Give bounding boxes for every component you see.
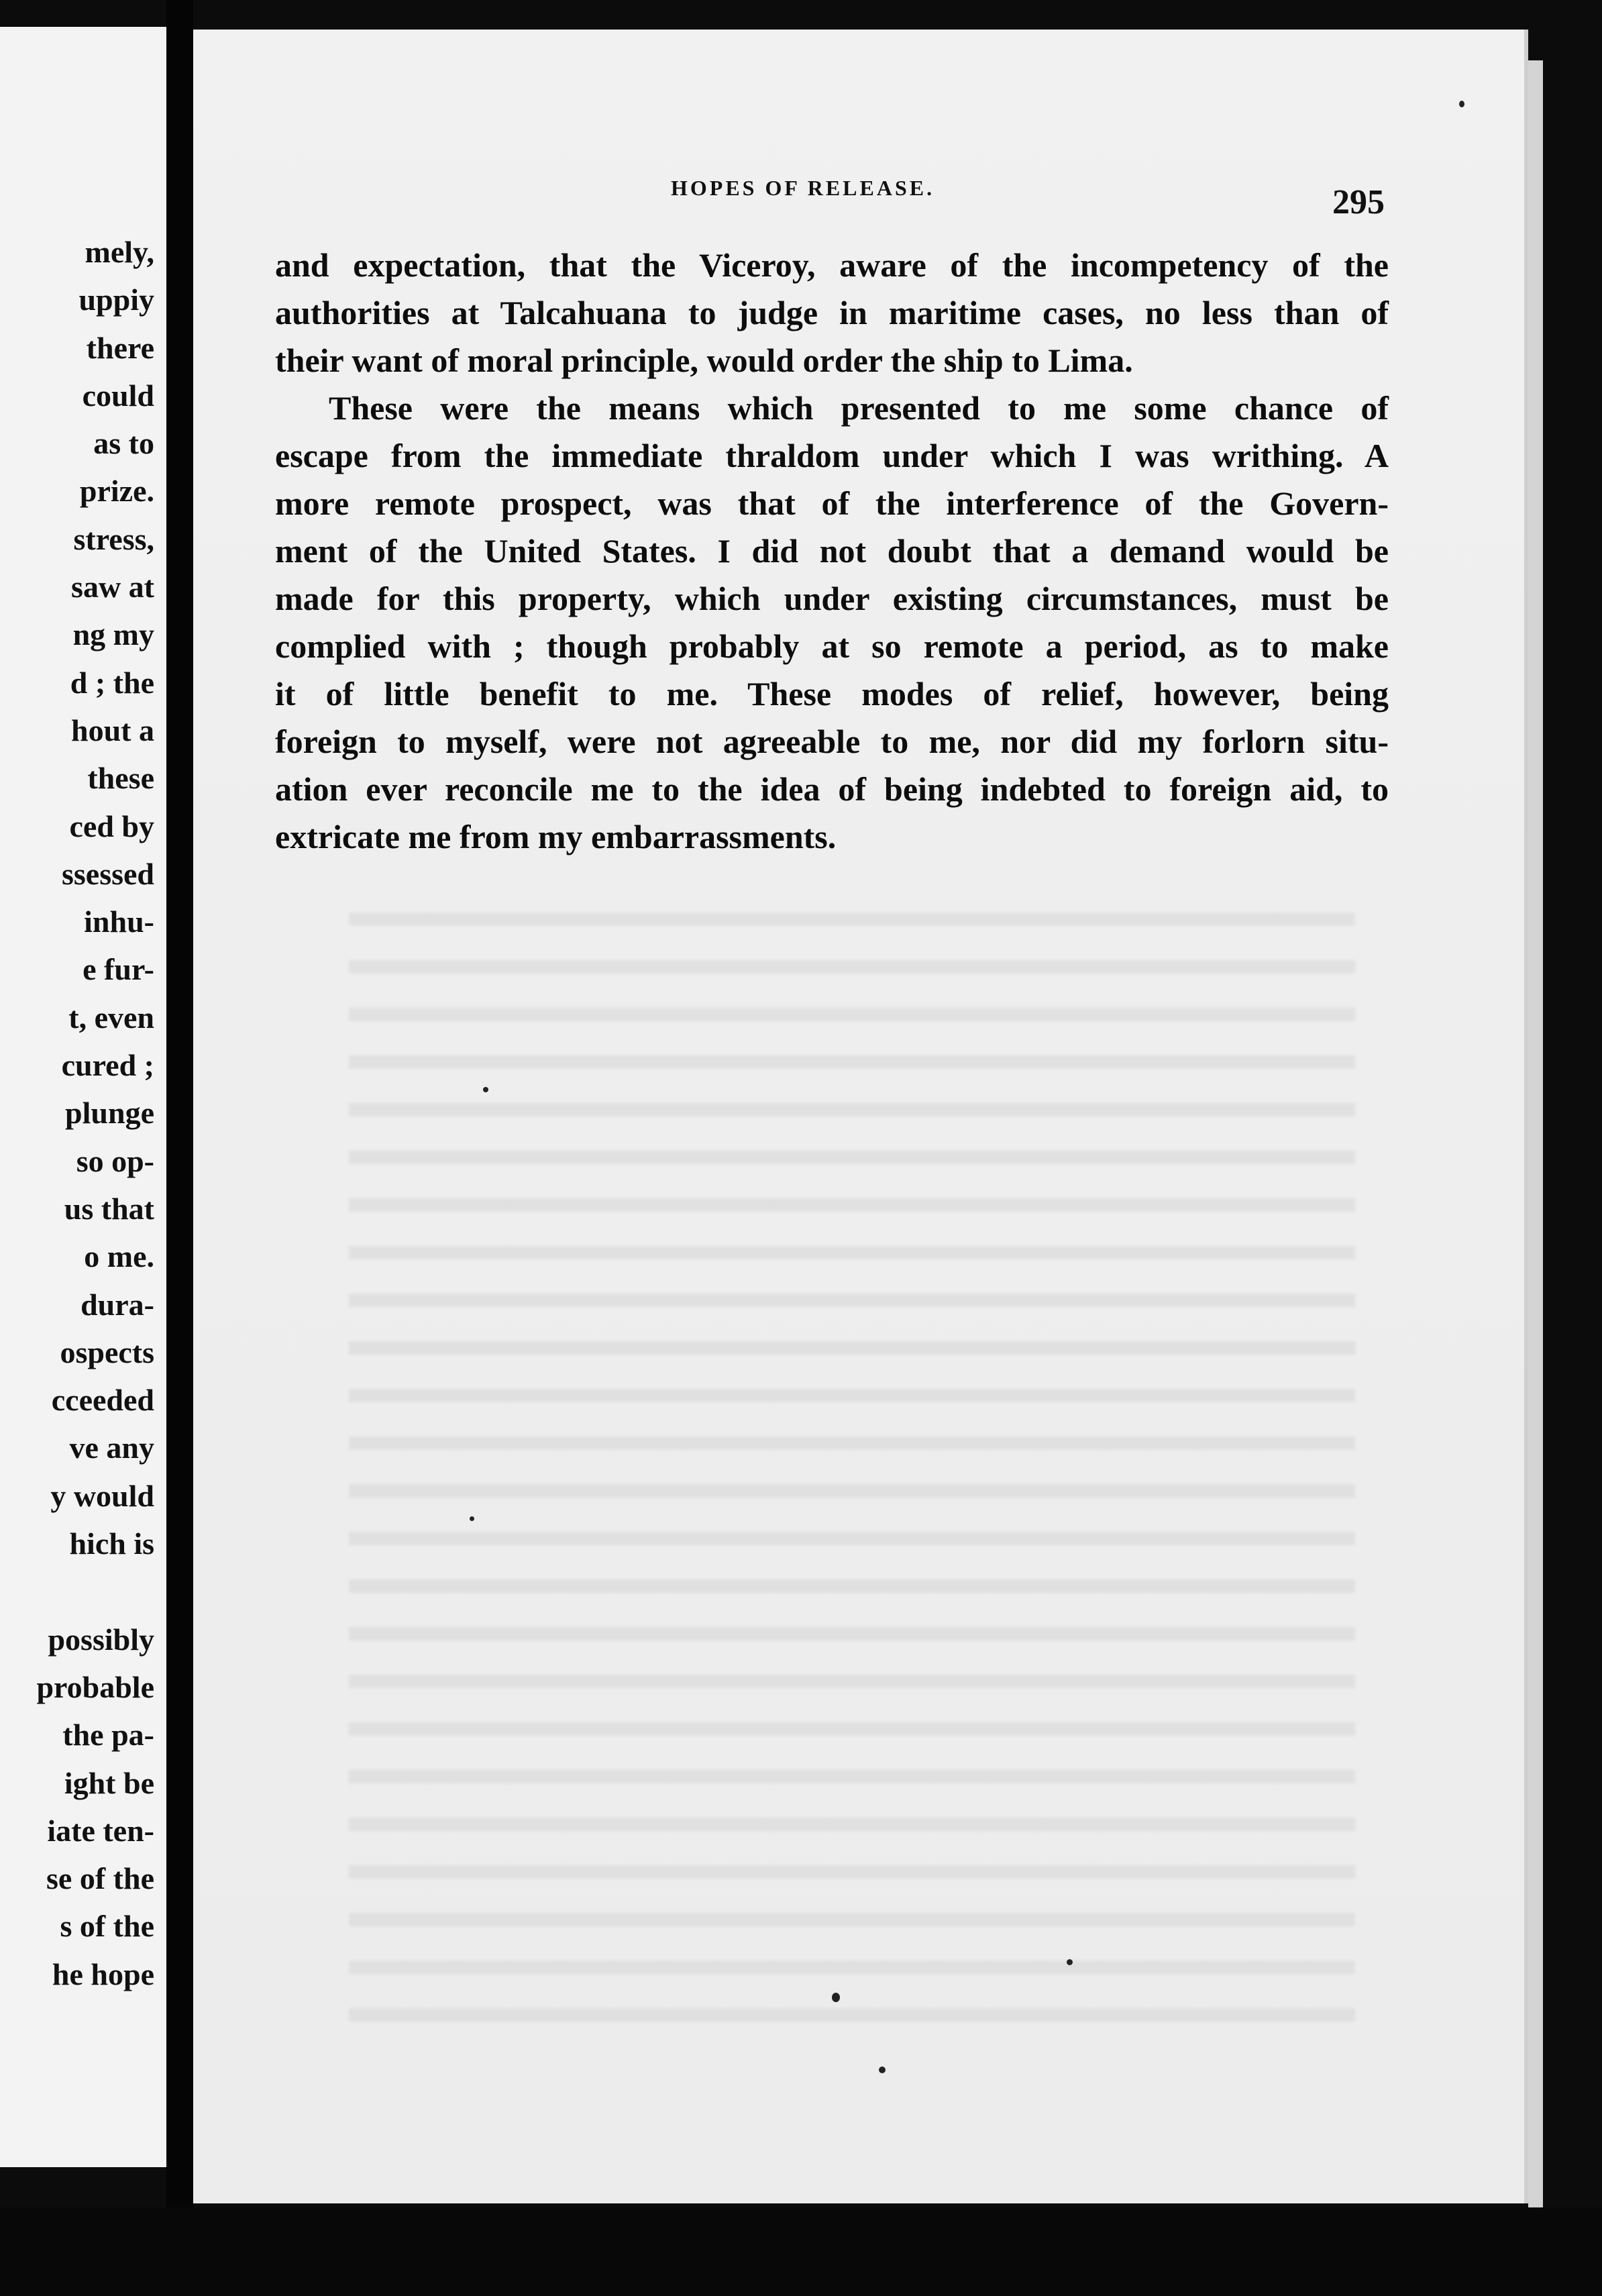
left-line: as to xyxy=(93,426,154,461)
left-line: hich is xyxy=(69,1526,154,1561)
left-line: the pa- xyxy=(62,1718,154,1753)
book-gutter xyxy=(166,0,193,2296)
text-line: extricate me from my embarrassments. xyxy=(275,818,837,855)
left-line: uppiy xyxy=(78,282,154,317)
running-head: HOPES OF RELEASE. xyxy=(671,176,935,200)
left-line: o me. xyxy=(84,1239,154,1274)
left-line: probable xyxy=(36,1669,154,1704)
left-line: cceeded xyxy=(51,1383,154,1418)
left-line: t, even xyxy=(68,1000,154,1035)
text-line: it of little benefit to me. These modes of relief, however, being xyxy=(275,675,1389,713)
left-facing-page xyxy=(0,27,166,2167)
left-line: dura- xyxy=(81,1287,154,1322)
left-line: there xyxy=(86,330,154,365)
ink-speck xyxy=(832,1993,840,2002)
left-line: e fur- xyxy=(83,952,154,987)
left-line: he hope xyxy=(52,1956,154,1991)
text-line: complied with ; though probably at so remote a period, as to make xyxy=(275,627,1389,665)
text-line: ation ever reconcile me to the idea of being indebted to foreign aid, to xyxy=(275,770,1389,808)
bleed-through-text xyxy=(349,886,1355,2026)
text-line: These were the means which presented to me some chance of xyxy=(329,389,1389,427)
left-line: prize. xyxy=(79,474,154,509)
left-line xyxy=(0,1567,154,1615)
left-line: ve any xyxy=(69,1430,154,1465)
left-line: hout a xyxy=(71,713,154,747)
left-line: so op- xyxy=(76,1143,154,1178)
left-line: cured ; xyxy=(61,1048,154,1083)
page-number: 295 xyxy=(1332,183,1385,221)
left-line: us that xyxy=(64,1191,154,1226)
text-line: their want of moral principle, would order the ship to Lima. xyxy=(275,342,1133,379)
left-page-text xyxy=(0,228,154,1998)
left-line: these xyxy=(87,761,154,796)
left-line: ced by xyxy=(69,808,154,843)
page-edge xyxy=(1528,60,1543,2207)
text-line: authorities at Talcahuana to judge in maritime cases, no less than of xyxy=(275,294,1389,331)
text-line: made for this property, which under existing circumstances, must be xyxy=(275,580,1389,617)
left-line: ight be xyxy=(64,1765,154,1800)
text-line: more remote prospect, was that of the interference of the Govern- xyxy=(275,484,1389,522)
left-line: inhu- xyxy=(84,904,154,939)
left-line: d ; the xyxy=(70,665,154,700)
left-line: mely, xyxy=(85,235,154,269)
ink-speck xyxy=(483,1087,488,1092)
left-line: iate ten- xyxy=(47,1813,154,1848)
left-line: ospects xyxy=(60,1335,154,1369)
left-line: stress, xyxy=(73,521,154,556)
left-line: ng my xyxy=(72,617,154,652)
body-text xyxy=(275,242,1389,861)
left-line: plunge xyxy=(65,1096,154,1131)
left-line: y would xyxy=(50,1478,154,1513)
left-line: could xyxy=(82,378,154,413)
text-line: foreign to myself, were not agreeable to me, nor did my forlorn situ- xyxy=(275,723,1389,760)
text-line: escape from the immediate thraldom under which I was writhing. A xyxy=(275,437,1389,474)
text-line: ment of the United States. I did not doubt that a demand would be xyxy=(275,532,1389,570)
left-line: possibly xyxy=(48,1622,154,1657)
text-line: and expectation, that the Viceroy, aware of the incompetency of the xyxy=(275,246,1389,284)
left-line: se of the xyxy=(46,1861,154,1896)
ink-speck xyxy=(879,2067,886,2073)
left-line: s of the xyxy=(60,1909,154,1944)
ink-speck xyxy=(1459,101,1464,107)
left-line: ssessed xyxy=(61,856,154,891)
scan-border xyxy=(0,2207,1602,2296)
ink-speck xyxy=(1067,1959,1073,1965)
left-line: saw at xyxy=(71,570,154,605)
ink-speck xyxy=(470,1516,474,1521)
